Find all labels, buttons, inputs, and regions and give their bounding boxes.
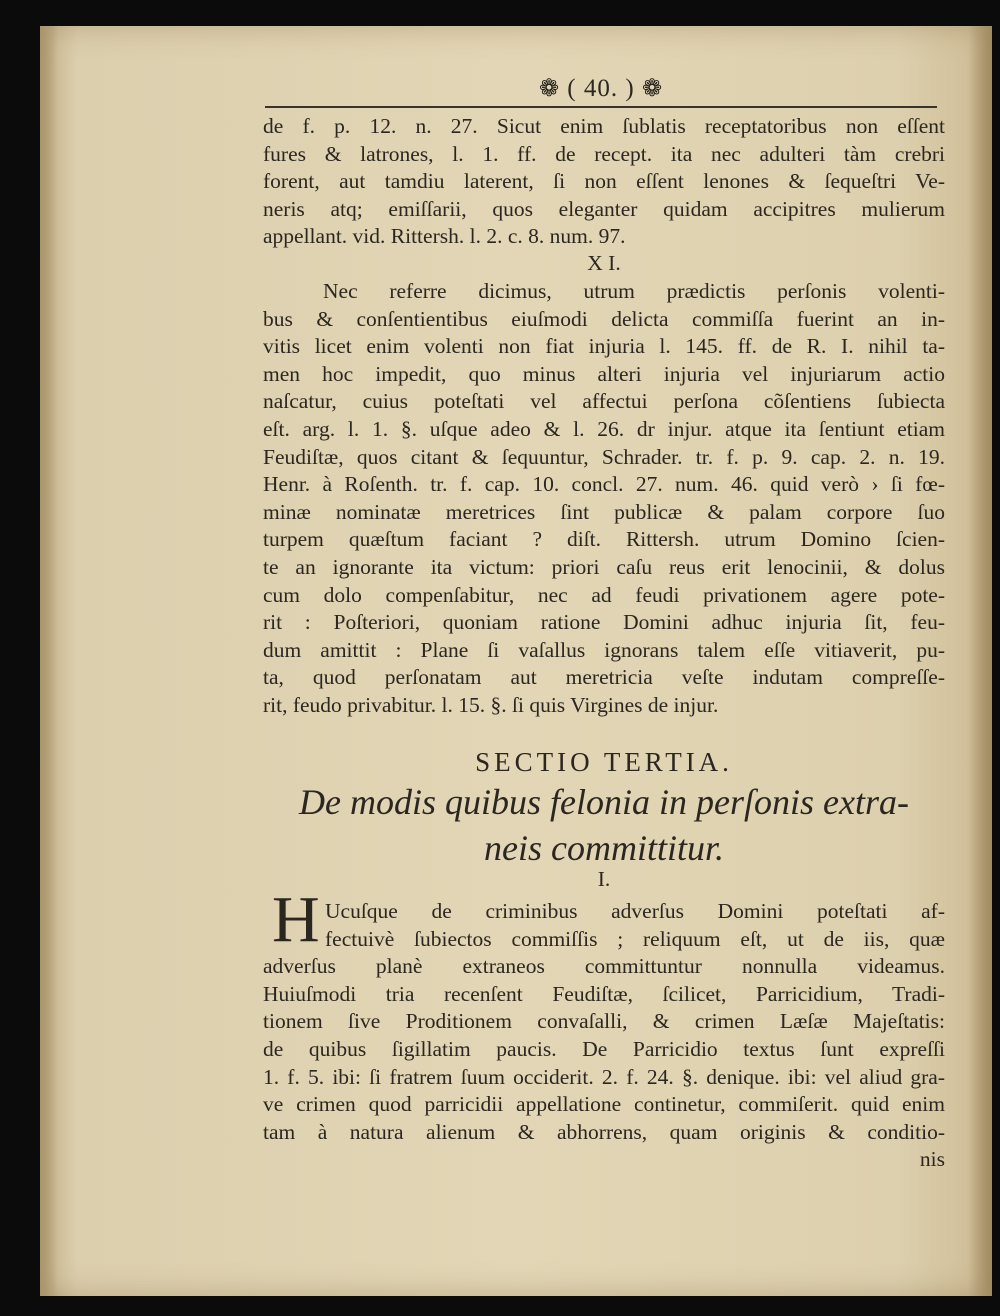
section-title: SECTIO TERTIA. <box>475 747 733 777</box>
text-line: de f. p. 12. n. 27. Sicut enim ſublatis receptatoribus non eſſent <box>263 114 945 138</box>
text-line: fures & latrones, l. 1. ff. de recept. ita nec adulteri tàm crebri <box>263 141 945 166</box>
section-subtitle-line-2: neis committitur. <box>484 828 724 868</box>
page-number: ( 40. ) <box>567 75 635 102</box>
text-line: naſcatur, cuius poteſtati vel affectui perſona cõſentiens ſubiecta <box>263 389 945 414</box>
text-line: tionem ſive Proditionem convaſalli, & crimen Læſæ Majeſtatis: <box>263 1009 945 1034</box>
paragraph-continuation <box>263 113 945 251</box>
text-line: cum dolo compenſabitur, nec ad feudi privationem agere pote- <box>263 582 945 607</box>
text-line: fectuivè ſubiectos commiſſis ; reliquum eſt, ut de iis, quæ <box>325 926 945 951</box>
catchword: nis <box>919 1147 945 1172</box>
text-line: neris atq; emiſſarii, quos eleganter quidam accipitres mulierum <box>263 196 945 221</box>
text-line: ve crimen quod parricidii appellatione continetur, commiſerit. quid enim <box>263 1092 945 1117</box>
header-rule <box>265 106 937 108</box>
section-subtitle-line-1: De modis quibus felonia in perſonis extra- <box>299 782 909 822</box>
text-line: minæ nominatæ meretrices ſint publicæ & palam corpore ſuo <box>263 499 945 524</box>
text-line: vitis licet enim volenti non fiat injuria l. 145. ff. de R. I. nihil ta- <box>263 334 945 359</box>
text-line: Henr. à Roſenth. tr. f. cap. 10. concl. 27. num. 46. quid verò › ſi fœ- <box>263 472 945 497</box>
text-line: Nec referre dicimus, utrum prædictis perſonis volenti- <box>323 279 945 303</box>
text-line: appellant. vid. Rittersh. l. 2. c. 8. num. 97. <box>263 224 626 249</box>
text-line: Feudiſtæ, quos citant & ſequuntur, Schrader. tr. f. p. 9. cap. 2. n. 19. <box>263 444 945 469</box>
text-line: tam à natura alienum & abhorrens, quam originis & conditio- <box>263 1119 945 1144</box>
section-number-i: I. <box>597 867 611 891</box>
text-line: de quibus ſigillatim paucis. De Parricidio textus ſunt expreſſi <box>263 1036 945 1061</box>
text-line: dum amittit : Plane ſi vaſallus ignorans talem eſſe vitiaverit, pu- <box>263 637 945 662</box>
text-line: ta, quod perſonatam aut meretricia veſte indutam compreſſe- <box>263 665 945 690</box>
text-line: forent, aut tamdiu laterent, ſi non eſſent lenones & ſequeſtri Ve- <box>263 169 945 194</box>
text-line: rit, feudo privabitur. l. 15. §. ſi quis Virgines de injur. <box>263 692 719 717</box>
paragraph-xi <box>263 278 945 720</box>
text-line: eſt. arg. l. 1. §. uſque adeo & l. 26. dr injur. atque ita ſentiunt etiam <box>263 416 945 441</box>
ornament-left-icon: ❁ <box>538 76 561 102</box>
paragraph-i <box>263 898 945 1174</box>
text-line: adverſus planè extraneos committuntur nonnulla videamus. <box>263 954 945 979</box>
text-line: men hoc impedit, quo minus alteri injuria vel injuriarum actio <box>263 361 945 386</box>
page-header <box>265 74 937 108</box>
ornament-right-icon: ❁ <box>641 76 664 102</box>
page-edge <box>968 26 992 1296</box>
text-line: bus & conſentientibus eiuſmodi delicta commiſſa fuerint an in- <box>263 306 945 331</box>
page-gutter <box>40 26 58 1296</box>
drop-capital: H <box>272 883 320 956</box>
text-line: rit : Poſteriori, quoniam ratione Domini adhuc injuria ſit, feu- <box>263 610 945 635</box>
text-line: Ucuſque de criminibus adverſus Domini poteſtati af- <box>325 899 945 923</box>
text-line: turpem quæſtum faciant ? diſt. Rittersh. utrum Domino ſcien- <box>263 527 945 552</box>
text-line: 1. f. 5. ibi: ſi fratrem ſuum occiderit. 2. f. 24. §. denique. ibi: vel aliud gra- <box>263 1064 945 1089</box>
text-line: Huiuſmodi tria recenſent Feudiſtæ, ſcilicet, Parricidium, Tradi- <box>263 981 945 1006</box>
section-number-xi: X I. <box>587 251 621 275</box>
text-line: te an ignorante ita victum: priori caſu reus erit lenocinii, & dolus <box>263 554 945 579</box>
